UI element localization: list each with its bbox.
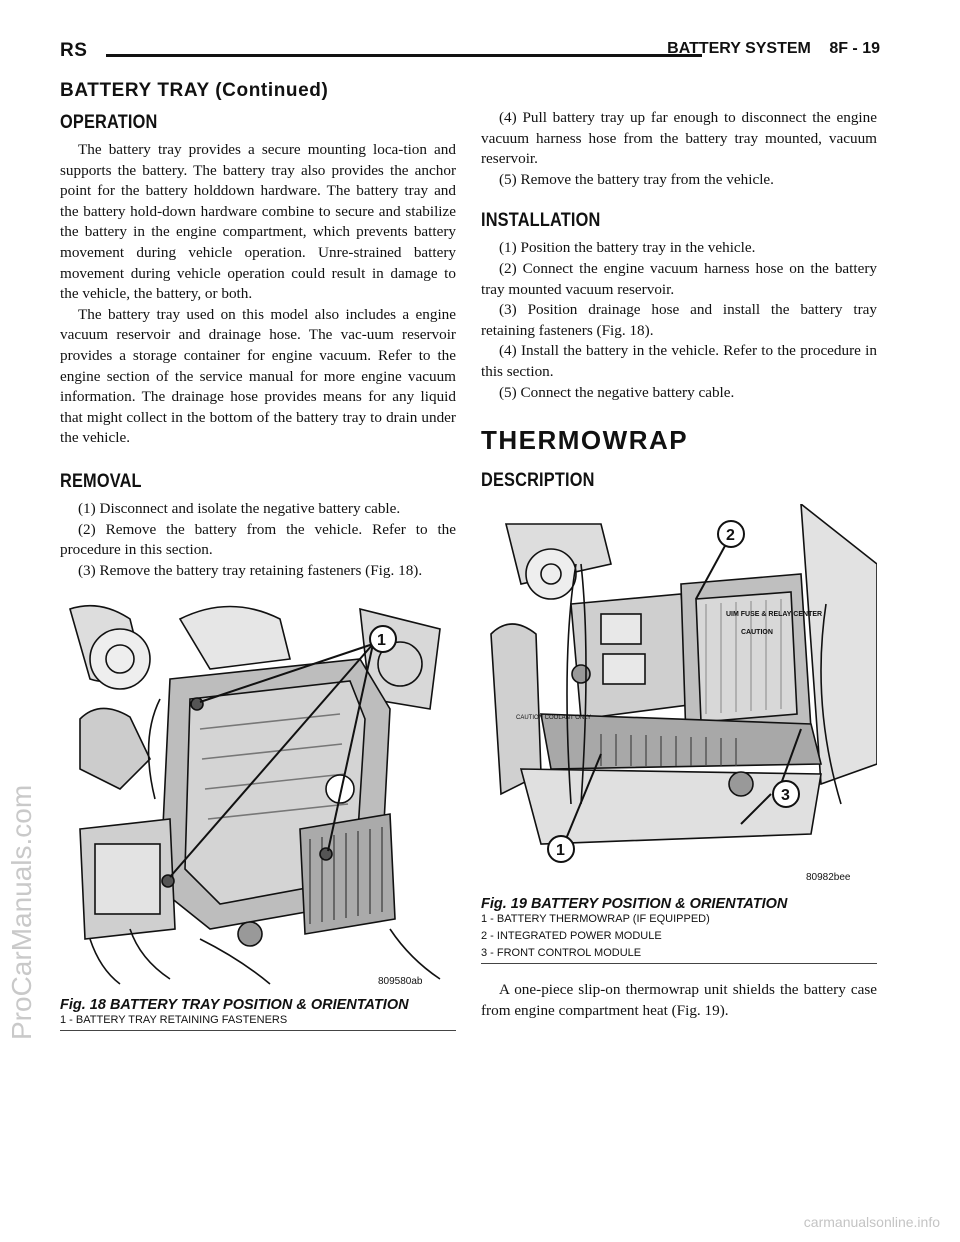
right-column (481, 108, 877, 1021)
fig19-callout-3: 3 (781, 787, 790, 805)
figure-18 (60, 599, 456, 1031)
fig19-callout-1: 1 (556, 842, 565, 860)
page-header (60, 40, 880, 72)
fig19-label-relay: UIM FUSE & RELAY CENTER (726, 611, 823, 619)
header-section-title: BATTERY SYSTEM (667, 40, 811, 57)
fig18-code: 809580ab (378, 976, 423, 988)
removal-step-1: (1) Disconnect and isolate the negative battery cable. (78, 499, 401, 517)
footer-site: carmanualsonline.info (803, 1214, 940, 1230)
header-rule (106, 54, 702, 57)
fig19-label-coolant: CAUTION COOLANT ONLY (516, 715, 592, 722)
fig19-label-caution: CAUTION (741, 629, 773, 637)
removal-step-4: (4) Pull battery tray up far enough to disconnect the engine vacuum harness hose from the battery tray mounted, vacuum reservoir. (481, 109, 877, 168)
installation-step-1: (1) Position the battery tray in the vehicle. (499, 239, 756, 257)
thermowrap-heading: THERMOWRAP (481, 425, 689, 456)
fig19-legend-1: 1 - BATTERY THERMOWRAP (IF EQUIPPED) (481, 913, 710, 926)
fig19-caption: Fig. 19 BATTERY POSITION & ORIENTATION (481, 896, 788, 913)
removal-step-3: (3) Remove the battery tray retaining fasteners (Fig. 18). (78, 561, 423, 579)
description-heading: DESCRIPTION (481, 470, 595, 492)
fig18-caption: Fig. 18 BATTERY TRAY POSITION & ORIENTATION (60, 997, 409, 1014)
continued-title: BATTERY TRAY (Continued) (60, 80, 329, 101)
removal-step-5: (5) Remove the battery tray from the vehicle. (499, 170, 774, 188)
installation-step-3: (3) Position drainage hose and install the battery tray retaining fasteners (Fig. 18). (481, 301, 877, 339)
fig19-callout-2: 2 (726, 527, 735, 545)
installation-step-2: (2) Connect the engine vacuum harness hose on the battery tray mounted vacuum reservoir. (481, 259, 877, 298)
operation-heading: OPERATION (60, 112, 158, 133)
header-model-code: RS (60, 40, 88, 61)
removal-step-2: (2) Remove the battery from the vehicle. Refer to the procedure in this section. (60, 520, 456, 559)
fig19-legend-3: 3 - FRONT CONTROL MODULE (481, 947, 642, 960)
left-column (60, 108, 456, 1031)
battery-tray-illustration (60, 599, 456, 991)
watermark: ProCarManuals.com (6, 784, 37, 1040)
figure-19 (481, 504, 877, 964)
operation-paragraph-2: The battery tray used on this model also includes a engine vacuum reservoir and drainage hose. The vac-uum reservoir provides a storage container for engine vacuum. Refer to the engine section of the service manual for more engine vacuum information. The drainage hose provides means for any liquid that might collect in the bottom of the battery tray to drain under the vehicle. (60, 305, 456, 447)
installation-step-4: (4) Install the battery in the vehicle. Refer to the procedure in this section. (481, 342, 877, 380)
fig19-legend-2: 2 - INTEGRATED POWER MODULE (481, 930, 662, 943)
removal-heading: REMOVAL (60, 470, 142, 492)
header-page-number: 8F - 19 (829, 40, 880, 57)
installation-step-5: (5) Connect the negative battery cable. (499, 383, 735, 401)
fig18-legend-1: 1 - BATTERY TRAY RETAINING FASTENERS (60, 1014, 288, 1027)
description-paragraph: A one-piece slip-on thermowrap unit shields the battery case from engine compartment heat (Fig. 19). (481, 981, 877, 1019)
battery-position-illustration (481, 504, 877, 890)
fig18-callout-1: 1 (377, 632, 386, 650)
operation-paragraph-1: The battery tray provides a secure mounting loca-tion and supports the battery. The battery tray also provides the anchor point for the battery holddown hardware. The battery tray and the battery hold-down hardware combine to secure and stabilize the battery in the engine compartment, which prevents battery movement during vehicle operation. Unre-strained battery movement during vehicle operation could result in damage to the vehicle, the battery, or both. (60, 141, 456, 303)
header-right (653, 40, 880, 58)
fig19-code: 80982bee (806, 872, 851, 884)
installation-heading: INSTALLATION (481, 210, 601, 232)
